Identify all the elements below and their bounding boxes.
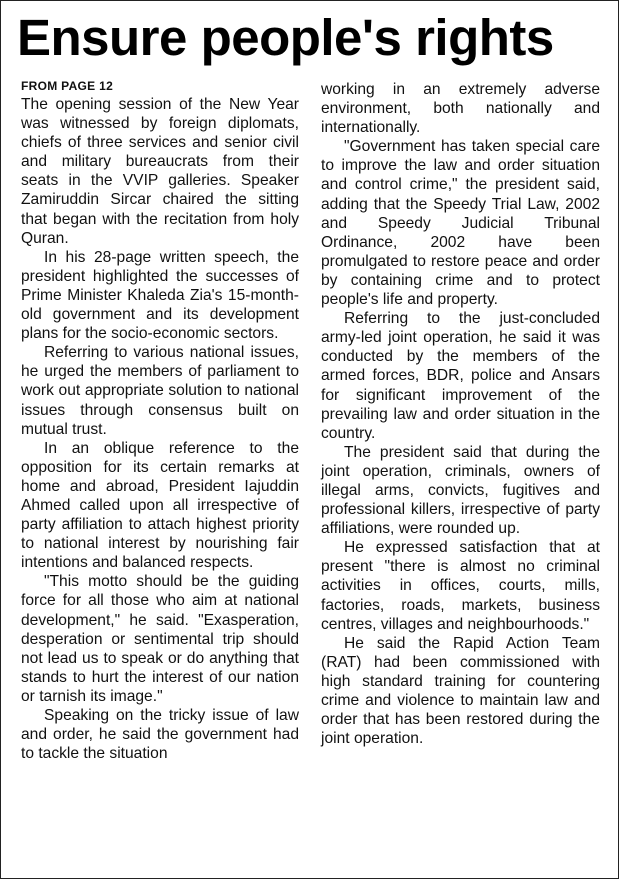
paragraph: In his 28-page written speech, the president highlighted the successes of Prime Minister Khaleda Zia's 15-month-old government and its development plans for the socio-economic sectors. (21, 248, 299, 343)
headline: Ensure people's rights (17, 9, 554, 66)
paragraph: "Government has taken special care to improve the law and order situation and control crime," the president said, adding that the Speedy Trial Law, 2002 and Speedy Judicial Tribunal Ordinance, 2002 have been promulgated to restore peace and order by containing crime and to protect people's life and property. (321, 138, 600, 309)
paragraph: He said the Rapid Action Team (RAT) had been commissioned with high standard training for countering crime and violence to maintain law and order that has been restored during the joint operation. (321, 634, 600, 748)
paragraph: "This motto should be the guiding force for all those who aim at national development," he said. "Exasperation, desperation or sentimental trip should not lead us to speak or do anything that stands to hurt the interest of our nation or tarnish its image." (21, 573, 299, 705)
column-right (321, 80, 600, 748)
paragraph: In an oblique reference to the opposition for its certain remarks at home and abroad, President Iajuddin Ahmed called upon all irrespective of party affiliation to attach highest priority to national interest by nourishing fair intentions and balanced respects. (21, 439, 299, 572)
paragraph: The president said that during the joint operation, criminals, owners of illegal arms, convicts, fugitives and professional killers, irrespective of party affiliations, were rounded up. (321, 443, 600, 538)
paragraph: Referring to various national issues, he urged the members of parliament to work out appropriate solution to national issues through consensus built on mutual trust. (21, 344, 299, 438)
paragraph: The opening session of the New Year was witnessed by foreign diplomats, chiefs of three services and senior civil and military bureaucrats from their seats in the VVIP galleries. Speaker Zamiruddin Sircar chaired the sitting that began with the recitation from holy Quran. (21, 96, 299, 247)
paragraph: Speaking on the tricky issue of law and order, he said the government had to tackle the situation (21, 707, 299, 763)
continuation-kicker: FROM PAGE 12 (21, 79, 114, 93)
paragraph: He expressed satisfaction that at present "there is almost no criminal activities in offices, courts, mills, factories, roads, markets, business centres, villages and neighbourhoods." (321, 539, 600, 633)
column-left (21, 79, 299, 763)
paragraph: Referring to the just-concluded army-led joint operation, he said it was conducted by the members of the armed forces, BDR, police and Ansars for significant improvement of the prevailing law and order situation in the country. (321, 310, 600, 442)
paragraph: working in an extremely adverse environment, both nationally and internationally. (321, 81, 600, 137)
